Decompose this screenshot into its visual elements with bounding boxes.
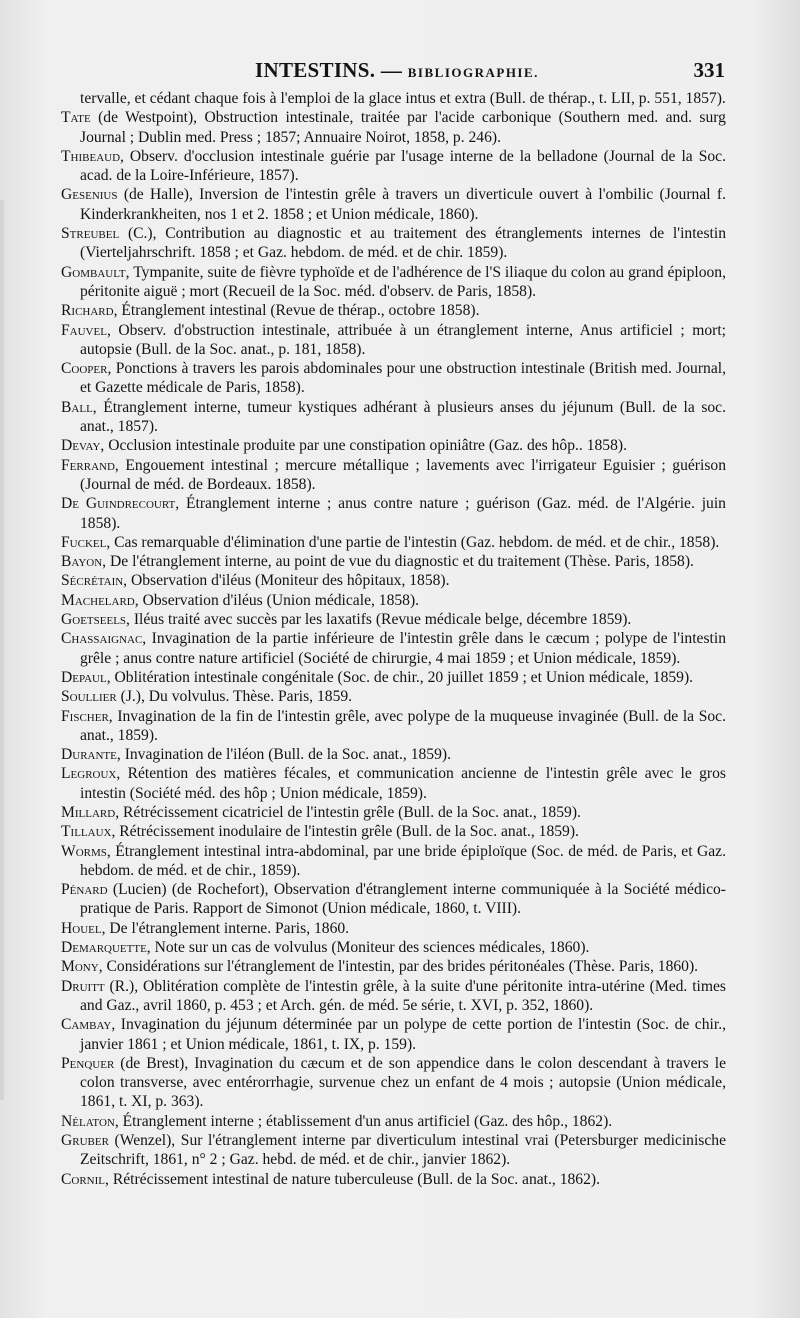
entry-text: Rétrécissement intestinal de nature tuberculeuse (Bull. de la Soc. anat., 1862). xyxy=(112,1170,600,1188)
bibliography-entry xyxy=(61,1054,726,1112)
entry-text: Cas remarquable d'élimination d'une partie de l'intestin (Gaz. hebdom. de méd. et de chir., 1858). xyxy=(114,533,720,551)
bibliography-entry xyxy=(61,224,726,263)
page-number: 331 xyxy=(693,58,725,82)
entry-author: Worms, xyxy=(61,842,111,860)
entry-text: Étranglement intestinal intra-abdominal, par une bride épiploïque (Soc. de méd. de Paris, et Gaz. hebdom. de méd. et de chir., 1859). xyxy=(80,842,726,879)
entry-author: Cambay, xyxy=(61,1016,116,1034)
entry-author: Gesenius xyxy=(61,186,118,204)
entry-author: De Guindrecourt, xyxy=(61,495,180,513)
bibliography-entry xyxy=(61,263,726,302)
entry-text: Invagination de l'iléon (Bull. de la Soc. anat., 1859). xyxy=(124,746,451,764)
entry-author: Chassaignac, xyxy=(61,630,147,648)
header-title-line xyxy=(255,58,539,83)
entry-author: Goetseels, xyxy=(61,611,130,629)
bibliography-entry xyxy=(61,108,726,147)
entry-text: Étranglement interne ; établissement d'un anus artificiel (Gaz. des hôp., 1862). xyxy=(122,1112,613,1130)
entry-text: Observation d'iléus (Union médicale, 1858). xyxy=(142,591,420,609)
entry-text: (Wenzel), Sur l'étranglement interne par diverticulum intestinal vrai (Petersburger medicinische Zeitschrift, 1861, n° 2 ; Gaz. hebd. de méd. et de chir., janvier 1862). xyxy=(80,1132,726,1169)
entry-author: Depaul, xyxy=(61,668,111,686)
entry-text: Invagination de la partie inférieure de l'intestin grêle dans le cæcum ; polype de l'intestin grêle ; anus contre nature artificiel (Société de chirurgie, 4 mai 1859 ; et Union médicale, 1859). xyxy=(80,630,726,667)
bibliography-entry xyxy=(61,436,726,455)
header-section: BIBLIOGRAPHIE. xyxy=(407,65,539,80)
entry-text: Oblitération intestinale congénitale (Soc. de chir., 20 juillet 1859 ; et Union médicale, 1859). xyxy=(114,668,694,686)
entry-author: Tillaux, xyxy=(61,823,116,841)
bibliography-list xyxy=(61,89,726,1189)
entry-author: Richard, xyxy=(61,302,118,320)
entry-text: Occlusion intestinale produite par une constipation opiniâtre (Gaz. des hôp.. 1858). xyxy=(108,437,627,455)
bibliography-entry xyxy=(61,707,726,746)
entry-text: Étranglement interne, tumeur kystiques adhérant à plusieurs anses du jéjunum (Bull. de la soc. anat., 1857). xyxy=(80,398,726,436)
entry-author: Legroux, xyxy=(61,765,121,783)
entry-author: Devay, xyxy=(61,437,105,455)
bibliography-entry xyxy=(61,147,726,186)
bibliography-entry xyxy=(61,957,726,976)
entry-author: Fauvel, xyxy=(61,321,111,339)
bibliography-entry xyxy=(61,1170,726,1189)
entry-author: Streubel xyxy=(61,225,120,243)
entry-text: (de Brest), Invagination du cæcum et de son appendice dans le colon descendant à travers le colon transverse, avec entérorrhagie, survenue chez un enfant de 4 mois ; autopsie (Union médicale, 1861, t. XI, p. 363). xyxy=(80,1054,727,1111)
entry-author: Houel, xyxy=(61,919,106,937)
bibliography-entry xyxy=(61,1015,726,1054)
bibliography-entry xyxy=(61,359,726,398)
entry-author: Gombault, xyxy=(61,263,130,281)
entry-author: Ball, xyxy=(61,398,97,416)
entry-text: Rétrécissement cicatriciel de l'intestin grêle (Bull. de la Soc. anat., 1859). xyxy=(123,803,581,821)
bibliography-entry xyxy=(61,822,726,841)
entry-author: Bayon, xyxy=(61,553,107,571)
running-header xyxy=(60,58,725,88)
entry-author: Fischer, xyxy=(61,707,113,725)
entry-text: Iléus traité avec succès par les laxatifs (Revue médicale belge, décembre 1859). xyxy=(133,611,632,629)
entry-text: (R.), Oblitération complète de l'intestin grêle, à la suite d'une péritonite intra-utérine (Med. times and Gaz., avril 1860, p. 453 ; et Arch. gén. de méd. 5e série, t. XVI, p. 352, 1860). xyxy=(80,977,726,1014)
entry-author: Penquer xyxy=(61,1054,115,1072)
entry-author: Fuckel, xyxy=(61,533,111,551)
entry-text: Ponctions à travers les parois abdominales pour une obstruction intestinale (British med. Journal, et Gazette médicale de Paris, 1858). xyxy=(80,360,726,397)
entry-author: Mony, xyxy=(61,958,103,976)
bibliography-entry xyxy=(61,398,726,437)
entry-author: Millard, xyxy=(61,803,120,821)
entry-text: (de Halle), Inversion de l'intestin grêle à travers un diverticule ouvert à l'ombilic (Journal f. Kinderkrankheiten, nos 1 et 2. 1858 ; et Union médicale, 1860). xyxy=(80,186,726,223)
bibliography-entry xyxy=(61,629,726,668)
bibliography-entry xyxy=(61,571,726,590)
bibliography-entry xyxy=(61,301,726,320)
header-dash: — xyxy=(380,58,403,82)
entry-text: (Lucien) (de Rochefort), Observation d'étranglement interne communiquée à la Société médico-pratique de Paris. Rapport de Simonot (Union médicale, 1860, t. VIII). xyxy=(80,881,726,918)
entry-author: Gruber xyxy=(61,1132,109,1150)
entry-author: Soullier xyxy=(61,688,117,706)
entry-text: Observ. d'obstruction intestinale, attribuée à un étranglement interne, Anus artificiel ; mort; autopsie (Bull. de la Soc. anat., p. 181, 1858). xyxy=(80,321,726,358)
entry-author: Durante, xyxy=(61,746,121,764)
bibliography-entry xyxy=(61,533,726,552)
bibliography-entry xyxy=(61,938,726,957)
entry-author: Tate xyxy=(61,109,91,127)
entry-text: Étranglement interne ; anus contre nature ; guérison (Gaz. méd. de l'Algérie. juin 1858). xyxy=(80,495,726,532)
bibliography-entry xyxy=(61,745,726,764)
entry-author: Nélaton, xyxy=(61,1112,119,1130)
bibliography-entry xyxy=(61,1131,726,1170)
bibliography-entry xyxy=(61,687,726,706)
entry-text: Invagination du jéjunum déterminée par un polype de cette portion de l'intestin (Soc. de chir., janvier 1861 ; et Union médicale, 1861, t. IX, p. 159). xyxy=(80,1016,726,1053)
entry-text: Tympanite, suite de fièvre typhoïde et de l'adhérence de l'S iliaque du colon au grand épiploon, péritonite aiguë ; mort (Recueil de la Soc. méd. d'observ. de Paris, 1858). xyxy=(80,263,726,300)
bibliography-entry xyxy=(61,842,726,881)
entry-author: Demarquette, xyxy=(61,939,151,957)
bibliography-entry xyxy=(61,668,726,687)
bibliography-entry xyxy=(61,494,726,533)
header-title: INTESTINS. xyxy=(255,58,376,82)
page-shadow xyxy=(0,200,4,1100)
entry-text: Observ. d'occlusion intestinale guérie par l'usage interne de la belladone (Journal de la Soc. acad. de la Loire-Inférieure, 1857). xyxy=(80,147,726,185)
entry-author: Cooper, xyxy=(61,360,112,378)
entry-author: Ferrand, xyxy=(61,456,119,474)
entry-text: Observation d'iléus (Moniteur des hôpitaux, 1858). xyxy=(130,572,450,590)
bibliography-entry xyxy=(61,764,726,803)
bibliography-entry xyxy=(61,185,726,224)
entry-text: tervalle, et cédant chaque fois à l'emploi de la glace intus et extra (Bull. de thérap., t. LII, p. 551, 1857). xyxy=(80,90,726,107)
entry-author: Thibeaud, xyxy=(61,147,124,165)
entry-text: De l'étranglement interne. Paris, 1860. xyxy=(109,919,350,937)
entry-text: Invagination de la fin de l'intestin grêle, avec polype de la muqueuse invaginée (Bull. de la Soc. anat., 1859). xyxy=(80,707,726,744)
bibliography-entry xyxy=(61,919,726,938)
entry-text: (J.), Du volvulus. Thèse. Paris, 1859. xyxy=(120,688,353,706)
entry-text: (de Westpoint), Obstruction intestinale, traitée par l'acide carbonique (Southern med. and. surg Journal ; Dublin med. Press ; 1857; Annuaire Noirot, 1858, p. 246). xyxy=(80,109,726,146)
bibliography-entry xyxy=(61,591,726,610)
entry-author: Cornil, xyxy=(61,1170,109,1188)
entry-author: Pénard xyxy=(61,881,108,899)
entry-text: Rétrécissement inodulaire de l'intestin grêle (Bull. de la Soc. anat., 1859). xyxy=(119,823,579,841)
entry-text: Note sur un cas de volvulus (Moniteur des sciences médicales, 1860). xyxy=(154,939,590,957)
bibliography-entry xyxy=(61,552,726,571)
bibliography-entry xyxy=(61,456,726,495)
entry-author: Druitt xyxy=(61,977,105,995)
bibliography-entry xyxy=(61,1112,726,1131)
entry-text: Rétention des matières fécales, et communication ancienne de l'intestin grêle avec le gros intestin (Société méd. des hôp ; Union médicale, 1859). xyxy=(80,765,726,802)
entry-text: De l'étranglement interne, au point de vue du diagnostic et du traitement (Thèse. Paris, 1858). xyxy=(109,553,694,571)
bibliography-entry xyxy=(61,880,726,919)
entry-text: (C.), Contribution au diagnostic et au traitement des étranglements internes de l'intestin (Vierteljahrschrift. 1858 ; et Gaz. hebdom. de méd. et de chir. 1859). xyxy=(80,225,726,262)
bibliography-entry xyxy=(61,803,726,822)
entry-text: Considérations sur l'étranglement de l'intestin, par des brides péritonéales (Thèse. Paris, 1860). xyxy=(106,958,699,976)
entry-author: Machelard, xyxy=(61,591,139,609)
bibliography-entry xyxy=(61,321,726,360)
bibliography-entry xyxy=(61,89,726,108)
bibliography-entry xyxy=(61,977,726,1016)
entry-text: Engouement intestinal ; mercure métallique ; lavements avec l'irrigateur Eguisier ; guérison (Journal de méd. de Bordeaux. 1858). xyxy=(80,456,726,493)
entry-author: Sécrétain, xyxy=(61,572,128,590)
bibliography-entry xyxy=(61,610,726,629)
entry-text: Étranglement intestinal (Revue de thérap., octobre 1858). xyxy=(121,302,480,320)
